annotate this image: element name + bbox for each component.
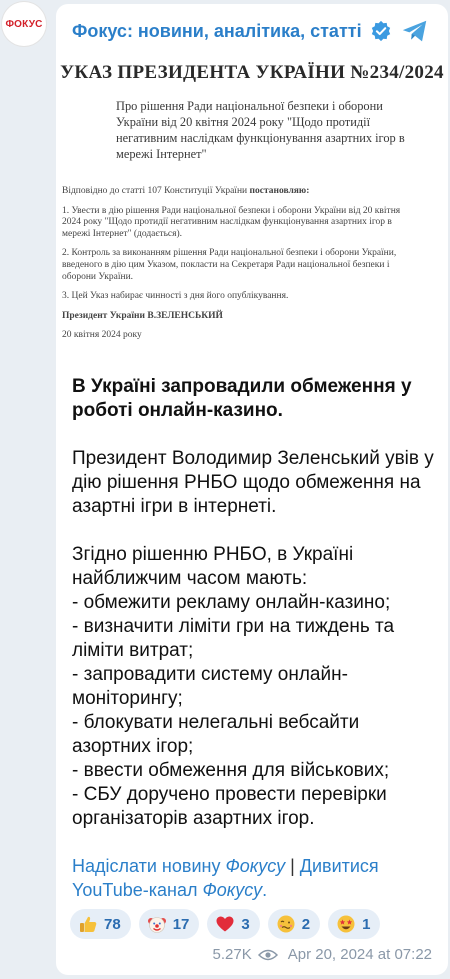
decree-subject: Про рішення Ради національної безпеки і оборони України від 20 квітня 2024 року "Щодо протидії негативним наслідкам функціонування азартних ігор в мережі Інтернет"	[116, 99, 405, 161]
channel-name[interactable]: Фокус: новини, аналітика, статті	[72, 20, 362, 41]
message-meta	[213, 946, 432, 963]
list-item: - СБУ доручено провести перевірки організаторів азартних ігор.	[72, 784, 387, 829]
view-count: 5.27K	[212, 946, 252, 963]
decree-date: 20 квітня 2024 року	[62, 330, 142, 341]
post-paragraph: Президент Володимир Зеленський увів у дію рішення РНБО щодо обмеження на азартні ігри в інтернеті.	[72, 448, 434, 517]
message-timestamp: Apr 20, 2024 at 07:22	[287, 946, 432, 963]
red-heart-icon	[215, 914, 235, 934]
reactions-bar	[70, 909, 380, 939]
eye-icon	[258, 948, 278, 962]
thumbs-up-icon	[78, 914, 98, 934]
message-bubble	[56, 4, 448, 975]
decree-intro: Відповідно до статті 107 Конституції України постановляю:	[62, 186, 310, 196]
reaction-clown[interactable]	[139, 909, 200, 939]
star-struck-icon	[336, 914, 356, 934]
clown-face-icon	[147, 914, 167, 934]
send-news-link[interactable]: Надіслати новину Фокусу	[72, 856, 286, 876]
youtube-channel-link[interactable]: Дивитися YouTube-канал Фокусу.	[72, 856, 379, 900]
reaction-count: 3	[241, 915, 250, 933]
decree-signature: Президент України В.ЗЕЛЕНСЬКИЙ	[62, 310, 223, 321]
reaction-count: 17	[172, 915, 190, 933]
reaction-thumbs-up[interactable]	[70, 909, 131, 939]
decree-item: 2. Контроль за виконанням рішення Ради національної безпеки і оборони України, введеного в дію цим Указом, покласти на Секретаря Ради національної безпеки і оборони України.	[62, 248, 397, 282]
message-text	[72, 375, 434, 831]
decree-item: 3. Цей Указ набирає чинності з дня його опублікування.	[62, 291, 289, 302]
reaction-star-struck[interactable]	[328, 909, 380, 939]
reaction-count: 1	[362, 915, 371, 933]
decree-body	[62, 186, 418, 350]
decree-image[interactable]	[56, 52, 448, 367]
reaction-woozy[interactable]	[268, 909, 320, 939]
list-item: - блокувати нелегальні вебсайти азортних ігор;	[72, 712, 360, 757]
post-list-intro: Згідно рішенню РНБО, в Україні найближчим часом мають:	[72, 544, 354, 589]
reaction-heart[interactable]	[207, 909, 259, 939]
telegram-icon[interactable]	[400, 16, 430, 46]
list-item: - визначити ліміти гри на тиждень та ліміти витрат;	[72, 616, 395, 661]
list-item: - запровадити систему онлайн-моніторингу;	[72, 664, 348, 709]
avatar-logo-text: ФОКУС	[5, 18, 43, 30]
message-links	[72, 854, 434, 902]
reaction-count: 78	[104, 915, 121, 933]
decree-title: УКАЗ ПРЕЗИДЕНТА УКРАЇНИ №234/2024	[60, 62, 444, 83]
list-item: - ввести обмеження для військових;	[72, 760, 390, 781]
message-header	[72, 14, 432, 48]
channel-avatar[interactable]	[2, 2, 46, 46]
list-item: - обмежити рекламу онлайн-казино;	[72, 592, 391, 613]
reaction-count: 2	[301, 915, 311, 933]
link-separator: |	[285, 856, 300, 876]
decree-item: 1. Увести в дію рішення Ради національної безпеки і оборони України від 20 квітня 2024 року "Щодо протидії негативним наслідкам функціонування азартних ігор в мережі Інтернет" (додається).	[62, 205, 401, 239]
woozy-face-icon	[276, 914, 296, 934]
verified-icon	[370, 20, 392, 42]
post-headline: В Україні запровадили обмеження у роботі онлайн-казино.	[72, 376, 412, 421]
